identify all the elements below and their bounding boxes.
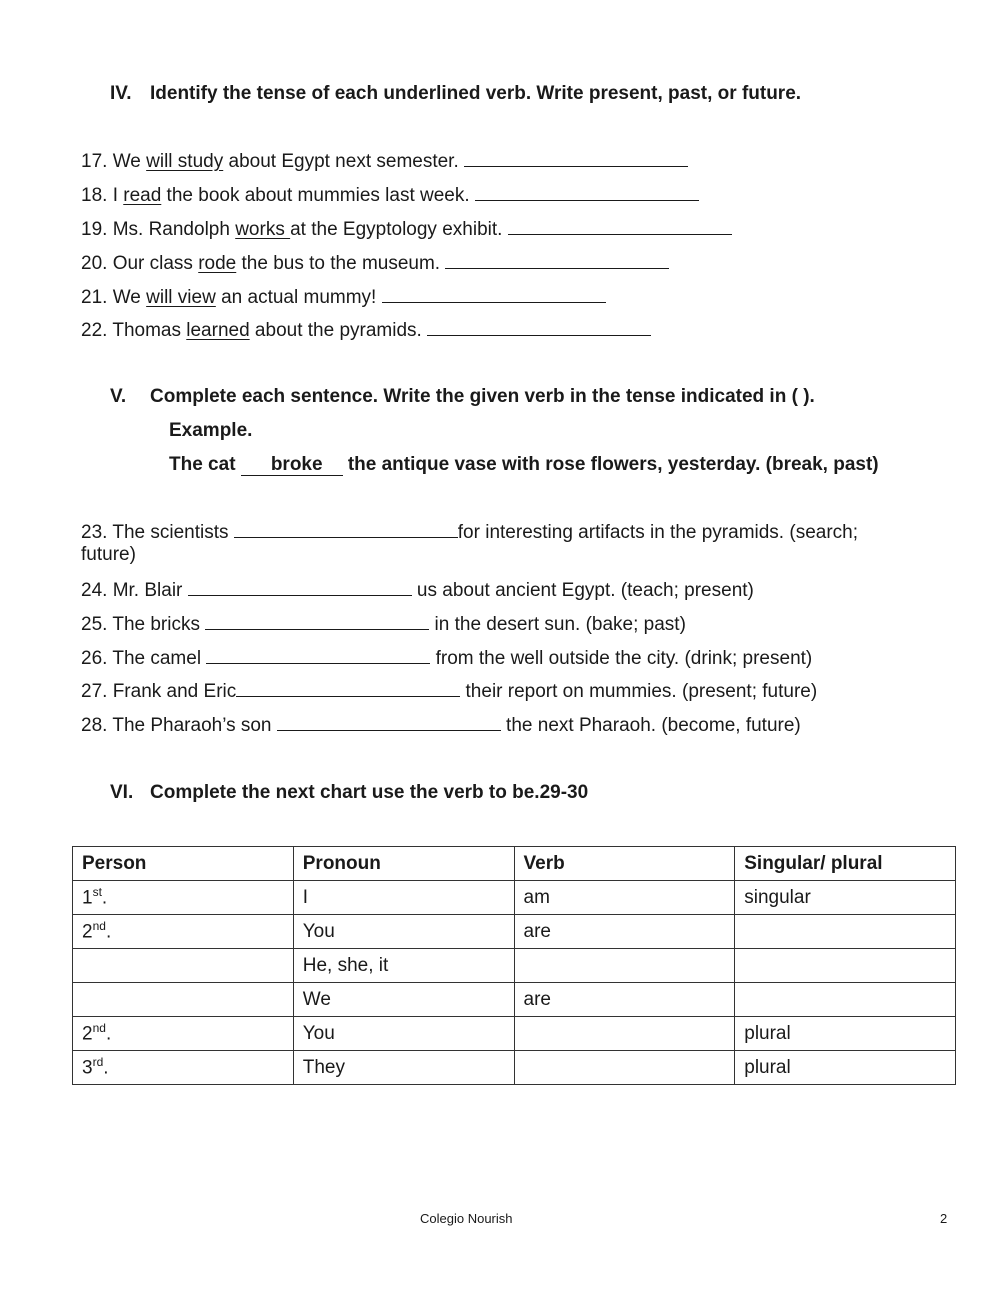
question-24 <box>81 577 754 603</box>
example-filled-verb: broke <box>241 455 343 476</box>
chart-header-row <box>73 847 956 881</box>
example-text: The cat <box>169 454 241 475</box>
section-6-heading <box>110 782 588 804</box>
q27-text-end: their report on mummies. (present; future) <box>460 681 818 702</box>
cell-verb: are <box>514 983 735 1017</box>
cell-person-blank[interactable] <box>73 983 294 1017</box>
example-sentence <box>169 454 879 476</box>
q19-text: 19. Ms. Randolph <box>81 219 236 240</box>
q19-text-end: at the Egyptology exhibit. <box>290 219 508 240</box>
cell-number: plural <box>735 1051 956 1085</box>
footer-page-number: 2 <box>940 1211 948 1226</box>
cell-number-blank[interactable] <box>735 983 956 1017</box>
q18-underlined-verb: read <box>123 185 162 206</box>
chart-row <box>73 949 956 983</box>
header-verb: Verb <box>514 847 735 881</box>
cell-pronoun: You <box>293 915 514 949</box>
header-person: Person <box>73 847 294 881</box>
question-18 <box>81 182 699 208</box>
section-5-number: V. <box>110 386 127 407</box>
cell-person: 2nd. <box>73 1017 294 1051</box>
q21-answer-blank[interactable] <box>382 284 606 303</box>
q20-answer-blank[interactable] <box>445 250 669 269</box>
question-28 <box>81 712 801 738</box>
q18-text-end: the book about mummies last week. <box>161 185 475 206</box>
q23-answer-blank[interactable] <box>234 519 458 538</box>
cell-person-blank[interactable] <box>73 949 294 983</box>
question-22 <box>81 317 651 343</box>
q17-text: 17. We <box>81 151 147 172</box>
cell-number-blank[interactable] <box>735 915 956 949</box>
section-5-title: Complete each sentence. Write the given verb in the tense indicated in ( ). <box>150 386 815 407</box>
question-23 <box>81 519 858 545</box>
question-20 <box>81 250 669 276</box>
q22-text-end: about the pyramids. <box>249 320 428 341</box>
q18-text: 18. I <box>81 185 124 206</box>
q17-underlined-verb: will study <box>146 151 224 172</box>
chart-row <box>73 915 956 949</box>
section-6-number: VI. <box>110 782 134 803</box>
q21-text-end: an actual mummy! <box>215 287 382 308</box>
q28-text: 28. The Pharaoh’s son <box>81 715 277 736</box>
q23-text: 23. The scientists <box>81 522 234 543</box>
q26-answer-blank[interactable] <box>206 645 430 664</box>
example-label: Example. <box>169 420 253 441</box>
cell-number: plural <box>735 1017 956 1051</box>
cell-verb-blank[interactable] <box>514 949 735 983</box>
question-26 <box>81 645 812 671</box>
q22-underlined-verb: learned <box>186 320 250 341</box>
q28-answer-blank[interactable] <box>277 712 501 731</box>
q17-answer-blank[interactable] <box>464 148 688 167</box>
question-25 <box>81 611 686 637</box>
section-6-title: Complete the next chart use the verb to be.29-30 <box>150 782 589 803</box>
example-text-end: the antique vase with rose flowers, yesterday. (break, past) <box>342 454 879 475</box>
q19-underlined-verb: works <box>235 219 291 240</box>
question-27 <box>81 678 817 704</box>
q26-text-end: from the well outside the city. (drink; present) <box>430 648 813 669</box>
q27-text: 27. Frank and Eric <box>81 681 237 702</box>
q19-answer-blank[interactable] <box>508 216 732 235</box>
question-17 <box>81 148 688 174</box>
cell-verb-blank[interactable] <box>514 1051 735 1085</box>
header-pronoun: Pronoun <box>293 847 514 881</box>
section-4-heading <box>110 83 801 105</box>
cell-number: singular <box>735 881 956 915</box>
q25-text: 25. The bricks <box>81 614 206 635</box>
footer-school-name: Colegio Nourish <box>420 1211 513 1226</box>
cell-pronoun: I <box>293 881 514 915</box>
section-4-title: Identify the tense of each underlined verb. Write present, past, or future. <box>150 83 802 104</box>
chart-row <box>73 1051 956 1085</box>
chart-row <box>73 881 956 915</box>
q20-text-end: the bus to the museum. <box>236 253 446 274</box>
q25-answer-blank[interactable] <box>205 611 429 630</box>
cell-number-blank[interactable] <box>735 949 956 983</box>
q20-text: 20. Our class <box>81 253 199 274</box>
cell-person: 1st. <box>73 881 294 915</box>
header-singular-plural: Singular/ plural <box>735 847 956 881</box>
q27-answer-blank[interactable] <box>236 678 460 697</box>
chart-row <box>73 1017 956 1051</box>
q24-text-end: us about ancient Egypt. (teach; present) <box>411 580 754 601</box>
q23-text-end: for interesting artifacts in the pyramids. (search; <box>457 522 858 543</box>
cell-verb-blank[interactable] <box>514 1017 735 1051</box>
cell-pronoun: They <box>293 1051 514 1085</box>
section-5-heading <box>110 386 815 408</box>
question-23-line2: future) <box>81 544 136 565</box>
q24-text: 24. Mr. Blair <box>81 580 188 601</box>
cell-verb: am <box>514 881 735 915</box>
q18-answer-blank[interactable] <box>475 182 699 201</box>
q17-text-end: about Egypt next semester. <box>223 151 465 172</box>
question-19 <box>81 216 732 242</box>
cell-person: 2nd. <box>73 915 294 949</box>
verb-to-be-chart <box>72 846 956 1085</box>
cell-pronoun: He, she, it <box>293 949 514 983</box>
q22-text: 22. Thomas <box>81 320 187 341</box>
q25-text-end: in the desert sun. (bake; past) <box>429 614 686 635</box>
cell-person: 3rd. <box>73 1051 294 1085</box>
section-4-number: IV. <box>110 83 132 104</box>
cell-pronoun: You <box>293 1017 514 1051</box>
q26-text: 26. The camel <box>81 648 207 669</box>
q21-underlined-verb: will view <box>146 287 216 308</box>
q28-text-end: the next Pharaoh. (become, future) <box>500 715 801 736</box>
chart-row <box>73 983 956 1017</box>
cell-verb: are <box>514 915 735 949</box>
question-21 <box>81 284 606 310</box>
q22-answer-blank[interactable] <box>427 317 651 336</box>
q21-text: 21. We <box>81 287 147 308</box>
cell-pronoun: We <box>293 983 514 1017</box>
q20-underlined-verb: rode <box>198 253 237 274</box>
q24-answer-blank[interactable] <box>188 577 412 596</box>
